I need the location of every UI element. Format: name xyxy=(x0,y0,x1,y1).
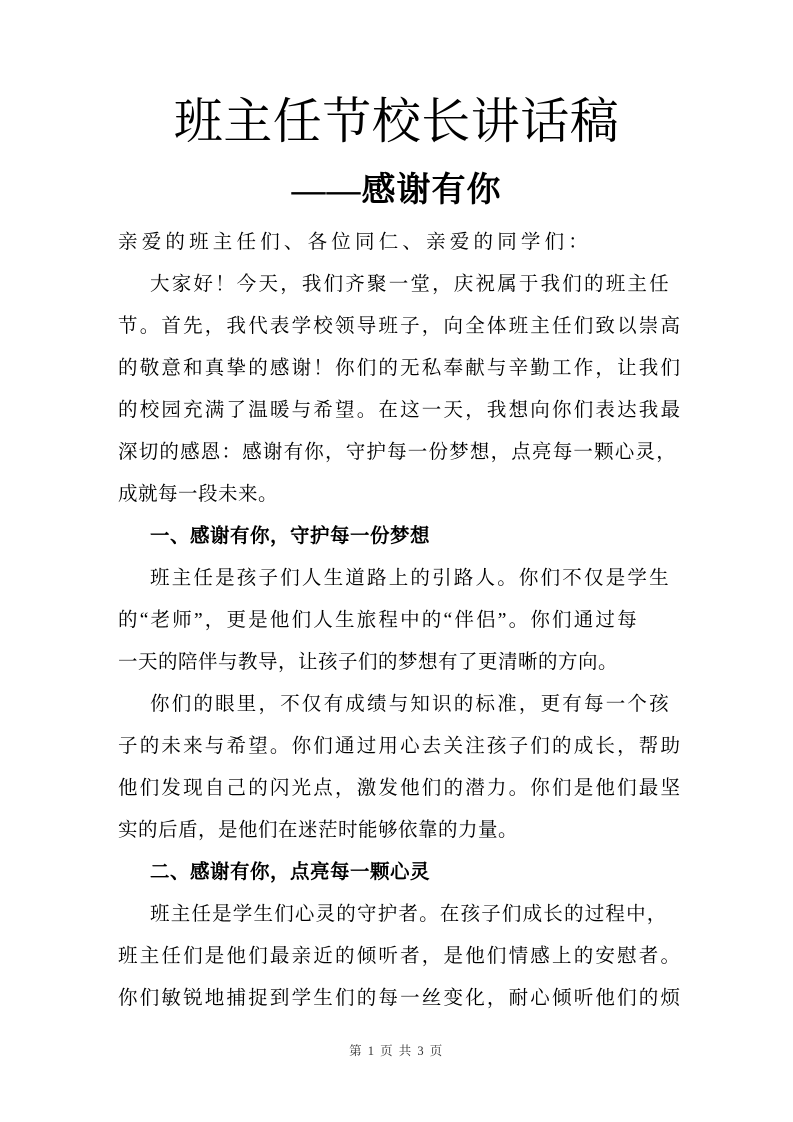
document-subtitle: ——感谢有你 xyxy=(291,172,502,209)
paragraph-line: 成就每一段未来。 xyxy=(118,484,279,505)
paragraph-line: 你们敏锐地捕捉到学生们的每一丝变化，耐心倾听他们的烦 xyxy=(118,988,683,1009)
paragraph-line: 班主任是学生们心灵的守护者。在孩子们成长的过程中， xyxy=(150,904,668,925)
paragraph-line: 大家好！今天，我们齐聚一堂，庆祝属于我们的班主任 xyxy=(150,274,671,295)
section-heading-1: 一、感谢有你，守护每一份梦想 xyxy=(150,526,431,547)
document-body xyxy=(118,222,683,1020)
paragraph-line: 的校园充满了温暖与希望。在这一天，我想向你们表达我最 xyxy=(118,400,683,421)
paragraph-line: 深切的感恩：感谢有你，守护每一份梦想，点亮每一颗心灵， xyxy=(118,442,677,463)
document-title: 班主任节校长讲话稿 xyxy=(173,94,620,149)
paragraph-line: 子的未来与希望。你们通过用心去关注孩子们的成长，帮助 xyxy=(118,736,683,757)
paragraph-line: 节。首先，我代表学校领导班子，向全体班主任们致以崇高 xyxy=(118,316,683,337)
section-heading-2: 二、感谢有你，点亮每一颗心灵 xyxy=(150,862,431,883)
paragraph-line: 班主任是孩子们人生道路上的引路人。你们不仅是学生 xyxy=(150,568,671,589)
paragraph-line: 班主任们是他们最亲近的倾听者，是他们情感上的安慰者。 xyxy=(118,946,683,967)
paragraph-line: 的敬意和真挚的感谢！你们的无私奉献与辛勤工作，让我们 xyxy=(118,358,683,379)
paragraph-line: 实的后盾，是他们在迷茫时能够依靠的力量。 xyxy=(118,820,519,841)
page-number-footer: 第 1 页 共 3 页 xyxy=(349,1044,444,1058)
paragraph-line: 的“老师”，更是他们人生旅程中的“伴侣”。你们通过每 xyxy=(118,610,639,631)
salutation-line: 亲爱的班主任们、各位同仁、亲爱的同学们： xyxy=(118,232,593,253)
paragraph-line: 他们发现自己的闪光点，激发他们的潜力。你们是他们最坚 xyxy=(118,778,683,799)
paragraph-line: 一天的陪伴与教导，让孩子们的梦想有了更清晰的方向。 xyxy=(118,652,619,673)
paragraph-line: 你们的眼里，不仅有成绩与知识的标准，更有每一个孩 xyxy=(150,694,671,715)
